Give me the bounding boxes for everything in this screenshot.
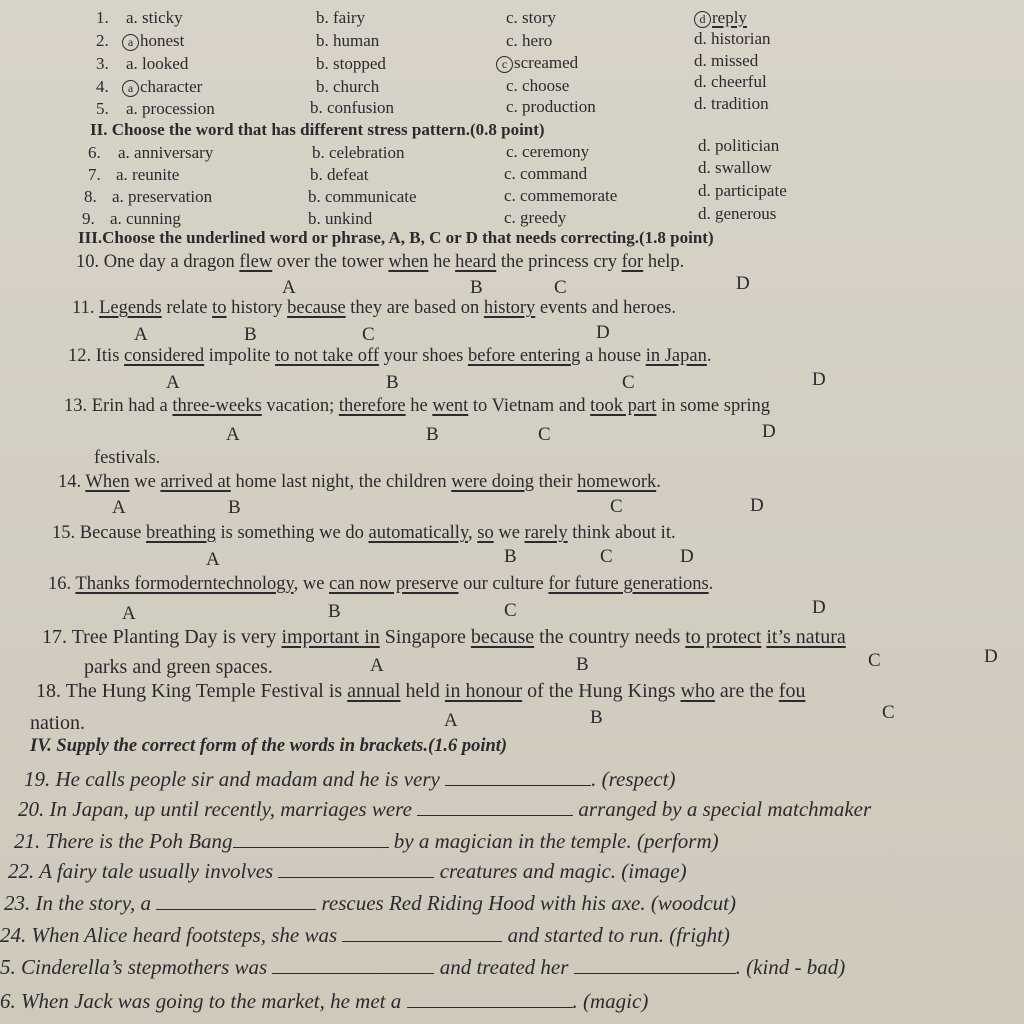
q4-num: 4. [96,77,109,96]
q4-c: c. choose [506,76,570,95]
q1-num: 1. [96,8,109,27]
q9-b: b. unkind [308,209,373,228]
q1-a: a. sticky [126,8,183,27]
q12-letter-d: D [812,369,826,390]
q12-letter-b: B [386,372,399,393]
q11-sentence: 11. Legends relate to history because they are based on history events and heroes. [72,298,677,318]
q6-d: d. politician [698,136,780,155]
q11-letter-b: B [244,324,257,345]
q24-sentence: 24. When Alice heard footsteps, she was and started to run. (fright) [0,920,730,948]
q3-a: a. looked [126,54,189,73]
q20-sentence: 20. In Japan, up until recently, marriages were arranged by a special matchmaker [18,794,871,822]
q10-sentence: 10. One day a dragon flew over the tower when he heard the princess cry for help. [76,252,685,272]
q8-c: c. commemorate [504,186,618,205]
q13-letter-d: D [762,421,776,442]
q3-b: b. stopped [316,54,386,73]
q16-letter-b: B [328,601,341,622]
q18-continuation: nation. [30,712,85,734]
answer-circle: c [496,56,513,73]
q2-c: c. hero [506,31,553,50]
q11-letter-a: A [134,324,148,345]
q10-letter-a: A [282,277,296,298]
answer-circle: a [122,34,139,51]
q7-c: c. command [504,164,588,183]
q13-sentence: 13. Erin had a three-weeks vacation; therefore he went to Vietnam and took part in some spring [64,396,771,416]
q1-d: d reply [694,8,747,28]
q26-sentence: 6. When Jack was going to the market, he met a . (magic) [0,986,648,1014]
q26-blank[interactable] [407,986,573,1008]
q14-letter-d: D [750,495,764,516]
q6-c: c. ceremony [506,142,590,161]
q16-letter-a: A [122,603,136,624]
q25-sentence: 5. Cinderella’s stepmothers was and treated her . (kind - bad) [0,952,845,980]
q12-letter-a: A [166,372,180,393]
section3-heading: III.Choose the underlined word or phrase, A, B, C or D that needs correcting.(1.8 point) [78,228,714,247]
q18-sentence: 18. The Hung King Temple Festival is annual held in honour of the Hung Kings who are the fou [36,680,806,702]
q15-letter-a: A [206,549,220,570]
q17-letter-a: A [370,655,384,676]
q8-d: d. participate [698,181,787,200]
q3-d: d. missed [694,51,759,70]
q5-d: d. tradition [694,94,769,113]
q19-sentence: 19. He calls people sir and madam and he is very . (respect) [24,764,675,792]
q23-sentence: 23. In the story, a rescues Red Riding Hood with his axe. (woodcut) [4,888,736,916]
q4-a: a character [122,77,202,97]
q10-letter-d: D [736,273,750,294]
q21-blank[interactable] [233,826,389,848]
q3-num: 3. [96,54,109,73]
q11-letter-c: C [362,324,375,345]
q1-b: b. fairy [316,8,366,27]
q16-sentence: 16. Thanks formoderntechnology, we can now preserve our culture for future generations. [48,574,714,594]
q17-letter-d: D [984,646,998,667]
q14-letter-c: C [610,496,623,517]
q13-letter-c: C [538,424,551,445]
answer-circle: d [694,11,711,28]
q2-a: a honest [122,31,184,51]
q2-d: d. historian [694,29,771,48]
q16-letter-c: C [504,600,517,621]
q8-b: b. communicate [308,187,417,206]
q15-letter-b: B [504,546,517,567]
q15-letter-c: C [600,546,613,567]
q22-sentence: 22. A fairy tale usually involves creatures and magic. (image) [8,856,687,884]
q19-blank[interactable] [445,764,591,786]
q15-letter-d: D [680,546,694,567]
q4-b: b. church [316,77,380,96]
q18-letter-b: B [590,707,603,728]
q5-c: c. production [506,97,596,116]
q12-letter-c: C [622,372,635,393]
q13-continuation: festivals. [94,448,161,468]
q6-a: a. anniversary [118,143,214,162]
q5-a: a. procession [126,99,215,118]
q18-letter-c: C [882,702,895,723]
q9-d: d. generous [698,204,777,223]
q2-b: b. human [316,31,380,50]
q8-a: a. preservation [112,187,213,206]
q1-c: c. story [506,8,557,27]
q6-b: b. celebration [312,143,405,162]
q17-letter-c: C [868,650,881,671]
q10-letter-b: B [470,277,483,298]
q5-num: 5. [96,99,109,118]
q9-c: c. greedy [504,208,567,227]
q10-letter-c: C [554,277,567,298]
q7-b: b. defeat [310,165,369,184]
q17-letter-b: B [576,654,589,675]
q9-num: 9. [82,209,95,228]
q3-c: c screamed [496,53,578,73]
q17-continuation: parks and green spaces. [84,656,273,678]
q13-letter-a: A [226,424,240,445]
q24-blank[interactable] [342,920,502,942]
q5-b: b. confusion [310,98,395,117]
q20-blank[interactable] [417,794,573,816]
q13-letter-b: B [426,424,439,445]
q7-num: 7. [88,165,101,184]
q4-d: d. cheerful [694,72,767,91]
q18-letter-a: A [444,710,458,731]
q6-num: 6. [88,143,101,162]
q16-letter-d: D [812,597,826,618]
q25-blank-1[interactable] [272,952,434,974]
q2-num: 2. [96,31,109,50]
section4-heading: IV. Supply the correct form of the words in brackets.(1.6 point) [30,736,508,756]
q7-d: d. swallow [698,158,772,177]
q11-letter-d: D [596,322,610,343]
q17-sentence: 17. Tree Planting Day is very important in Singapore because the country needs to protect it’s natura [42,626,846,648]
q8-num: 8. [84,187,97,206]
q14-letter-b: B [228,497,241,518]
q12-sentence: 12. Itis considered impolite to not take off your shoes before entering a house in Japan. [68,346,712,366]
section2-heading: II. Choose the word that has different stress pattern.(0.8 point) [90,120,545,139]
q22-blank[interactable] [278,856,434,878]
q21-sentence: 21. There is the Poh Bang by a magician in the temple. (perform) [14,826,719,854]
answer-circle: a [122,80,139,97]
q25-blank-2[interactable] [574,952,736,974]
q23-blank[interactable] [156,888,316,910]
q14-sentence: 14. When we arrived at home last night, the children were doing their homework. [58,472,661,492]
q9-a: a. cunning [110,209,181,228]
q15-sentence: 15. Because breathing is something we do automatically, so we rarely think about it. [52,523,676,543]
q14-letter-a: A [112,497,126,518]
q7-a: a. reunite [116,165,180,184]
